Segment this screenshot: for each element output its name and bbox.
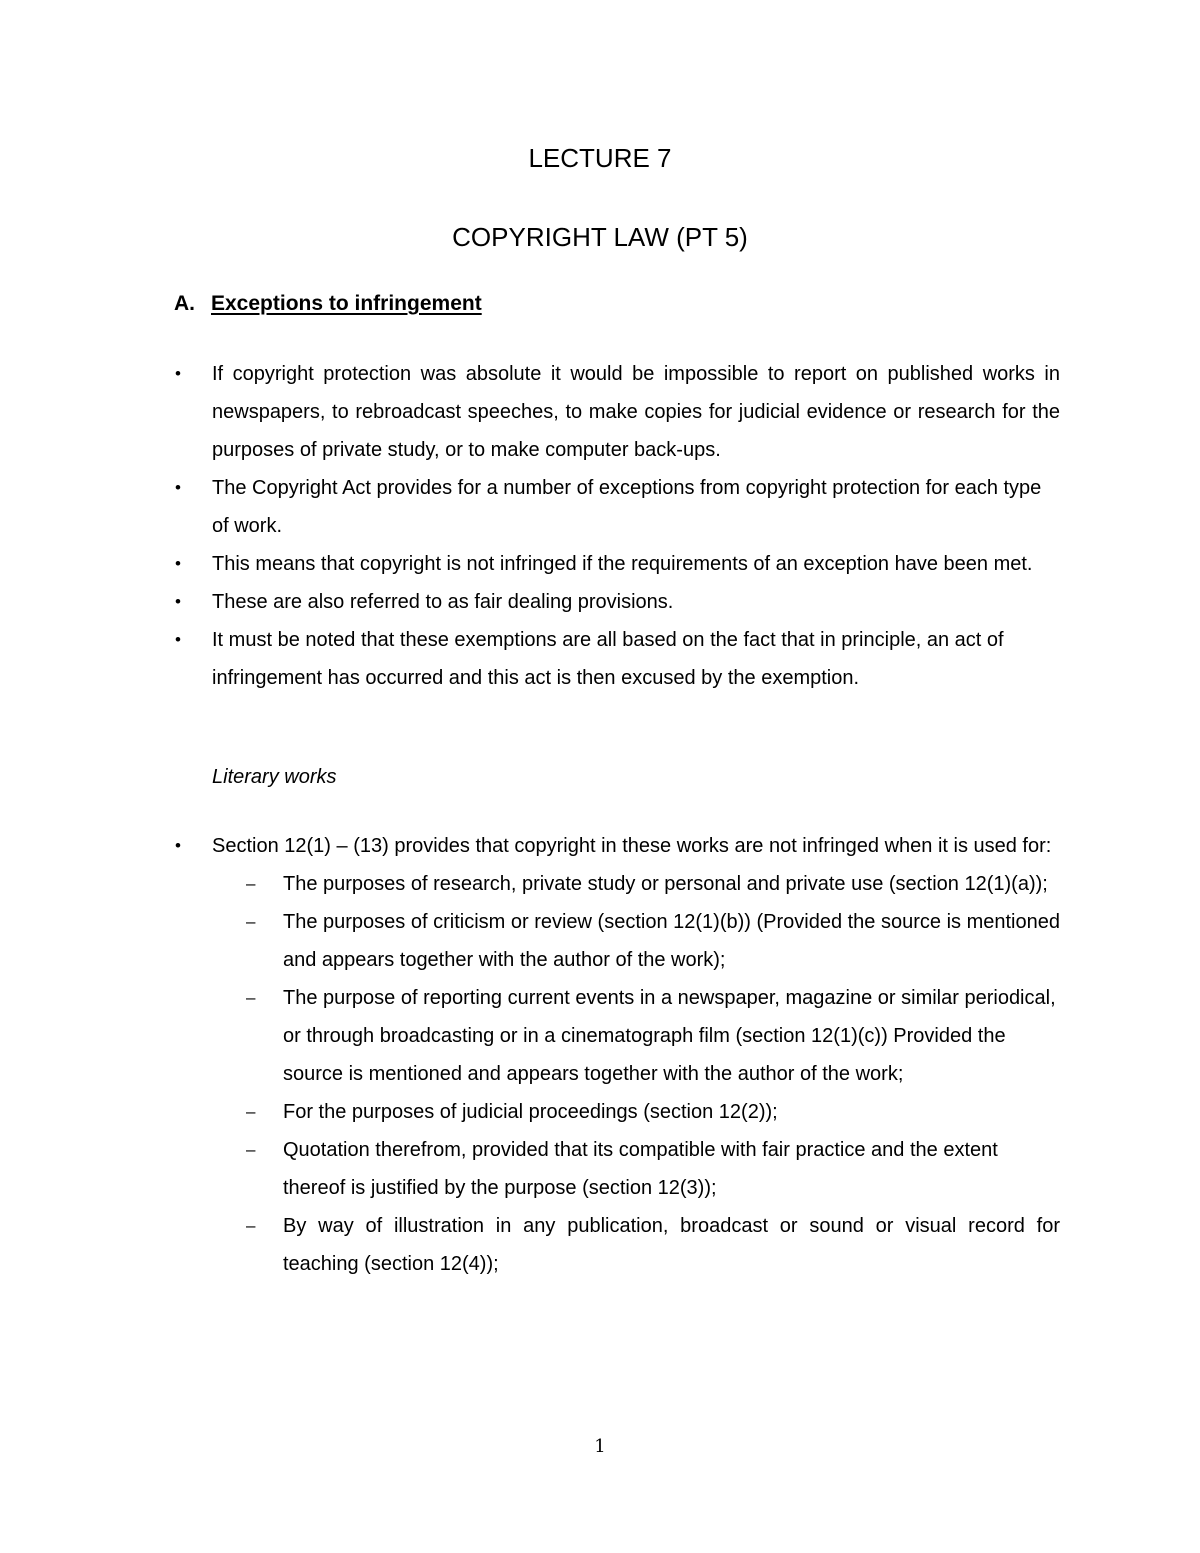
exceptions-bullet-list (0, 355, 1200, 697)
bullet-item: • It must be noted that these exemptions are all based on the fact that in principle, an act of infringement has occurred and this act is then excused by the exemption. (0, 621, 1064, 697)
dash-item: – The purposes of research, private study or personal and private use (section 12(1)(a)); (212, 865, 1060, 903)
bullet-item: • If copyright protection was absolute it would be impossible to report on published works in newspapers, to rebroadcast speeches, to make copies for judicial evidence or research for the purposes of private study, or to make computer back-ups. (0, 355, 1060, 469)
literary-intro-text: • Section 12(1) – (13) provides that copyright in these works are not infringed when it is used for: (212, 835, 1052, 857)
section-heading (174, 292, 482, 316)
bullet-item (0, 827, 1060, 1283)
dash-item: – For the purposes of judicial proceedings (section 12(2)); (212, 1093, 1060, 1131)
dash-item: – The purposes of criticism or review (section 12(1)(b)) (Provided the source is mentioned and appears together with the author of the work); (212, 903, 1060, 979)
bullet-item: • This means that copyright is not infringed if the requirements of an exception have been met. (0, 545, 1060, 583)
section-heading-text: Exceptions to infringement (211, 292, 482, 315)
section-letter: A. (174, 292, 195, 315)
page-number: 1 (594, 1436, 606, 1457)
exception-dash-list (212, 865, 1060, 1283)
lecture-title: LECTURE 7 (528, 143, 672, 173)
dash-item: – By way of illustration in any publication, broadcast or sound or visual record for teaching (section 12(4)); (212, 1207, 1060, 1283)
bullet-item: • These are also referred to as fair dealing provisions. (0, 583, 1060, 621)
document-subtitle: COPYRIGHT LAW (PT 5) (452, 222, 748, 252)
literary-works-subheading: Literary works (212, 766, 337, 788)
dash-item: – The purpose of reporting current events in a newspaper, magazine or similar periodical, or through broadcasting or in a cinematograph film (section 12(1)(c)) Provided the source is mentioned and appears together with the author of the work; (212, 979, 1060, 1093)
dash-item: – Quotation therefrom, provided that its compatible with fair practice and the extent thereof is justified by the purpose (section 12(3)); (212, 1131, 1060, 1207)
bullet-item: • The Copyright Act provides for a number of exceptions from copyright protection for each type of work. (0, 469, 1062, 545)
literary-works-bullet-list (0, 827, 1200, 1283)
